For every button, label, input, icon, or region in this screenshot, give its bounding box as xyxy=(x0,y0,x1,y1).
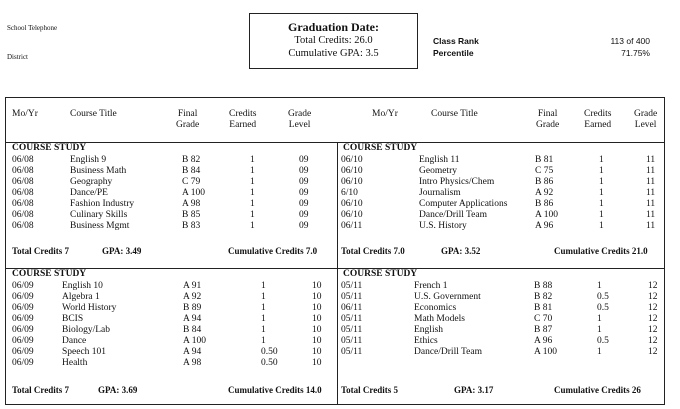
cell-course: Business Math xyxy=(70,166,127,176)
cell-grade: B 89 xyxy=(183,303,202,313)
cell-moyr: 06/09 xyxy=(12,303,34,313)
cell-credits: 1 xyxy=(597,314,602,324)
course-row xyxy=(337,166,666,177)
cell-credits: 1 xyxy=(599,177,604,187)
cell-course: Dance/Drill Team xyxy=(419,210,488,220)
cell-level: 12 xyxy=(648,336,658,346)
course-study-block-tl xyxy=(6,142,337,268)
cell-level: 11 xyxy=(646,221,656,231)
cell-course: Business Mgmt xyxy=(70,221,130,231)
cell-moyr: 06/09 xyxy=(12,281,34,291)
cell-moyr: 05/11 xyxy=(341,336,363,346)
cell-grade: B 81 xyxy=(535,155,554,165)
cell-level: 10 xyxy=(312,292,322,302)
summary-gpa: GPA: 3.69 xyxy=(98,385,138,395)
cell-credits: 1 xyxy=(261,336,266,346)
col-final-right: Final Grade xyxy=(536,109,560,130)
block-title: COURSE STUDY xyxy=(343,143,418,153)
percentile-label: Percentile xyxy=(433,48,474,58)
cell-moyr: 06/10 xyxy=(341,166,363,176)
graduation-title: Graduation Date: xyxy=(288,20,379,34)
class-rank-label: Class Rank xyxy=(433,36,479,46)
summary-cumulative: Cumulative Credits 7.0 xyxy=(228,246,318,256)
cell-course: Journalism xyxy=(419,188,461,198)
cell-grade: B 84 xyxy=(183,325,202,335)
cell-moyr: 06/10 xyxy=(341,210,363,220)
course-study-block-br xyxy=(337,268,666,404)
col-credits-right: Credits Earned xyxy=(584,109,612,130)
cell-grade: A 98 xyxy=(182,199,201,209)
cell-course: Dance/Drill Team xyxy=(414,347,483,357)
cell-course: Health xyxy=(62,358,88,368)
summary-gpa: GPA: 3.49 xyxy=(102,246,142,256)
block-title: COURSE STUDY xyxy=(343,269,418,279)
cell-level: 12 xyxy=(648,325,658,335)
cell-moyr: 06/10 xyxy=(341,199,363,209)
cell-level: 10 xyxy=(312,336,322,346)
cell-grade: A 100 xyxy=(182,188,205,198)
cell-grade: A 94 xyxy=(183,314,202,324)
cell-level: 09 xyxy=(299,188,309,198)
cell-grade: A 100 xyxy=(535,210,558,220)
cell-course: Biology/Lab xyxy=(62,325,111,335)
cell-moyr: 6/10 xyxy=(341,188,358,198)
cell-level: 10 xyxy=(312,347,322,357)
cell-level: 09 xyxy=(299,155,309,165)
cell-credits: 1 xyxy=(599,221,604,231)
cell-moyr: 06/08 xyxy=(12,221,34,231)
cell-level: 11 xyxy=(646,166,656,176)
summary-total: Total Credits 5 xyxy=(341,385,399,395)
cell-credits: 1 xyxy=(250,177,255,187)
cell-moyr: 06/11 xyxy=(341,303,363,313)
cell-moyr: 05/11 xyxy=(341,292,363,302)
cell-grade: A 96 xyxy=(535,221,554,231)
col-credits-left: Credits Earned xyxy=(229,109,257,130)
cell-moyr: 06/08 xyxy=(12,188,34,198)
course-row xyxy=(6,199,337,210)
col-course-left: Course Title xyxy=(70,109,117,119)
cell-level: 12 xyxy=(648,347,658,357)
total-credits: Total Credits: 26.0 xyxy=(294,35,373,46)
cell-credits: 1 xyxy=(250,199,255,209)
cell-course: Math Models xyxy=(414,314,465,324)
cell-level: 11 xyxy=(646,177,656,187)
course-row xyxy=(6,281,337,292)
course-row xyxy=(337,155,666,166)
column-header-row xyxy=(6,98,664,143)
cell-moyr: 06/09 xyxy=(12,292,34,302)
course-row xyxy=(6,155,337,166)
cell-moyr: 05/11 xyxy=(341,325,363,335)
cell-level: 10 xyxy=(312,314,322,324)
course-row xyxy=(337,221,666,232)
cell-moyr: 06/10 xyxy=(341,177,363,187)
percentile-value: 71.75% xyxy=(621,48,650,58)
cell-credits: 1 xyxy=(261,292,266,302)
cell-course: English 10 xyxy=(62,281,103,291)
block-title: COURSE STUDY xyxy=(12,269,87,279)
cell-moyr: 05/11 xyxy=(341,347,363,357)
cell-grade: B 82 xyxy=(182,155,201,165)
cell-credits: 1 xyxy=(599,188,604,198)
cell-grade: B 85 xyxy=(182,210,201,220)
cell-grade: B 83 xyxy=(182,221,201,231)
course-row xyxy=(337,292,666,303)
cell-level: 10 xyxy=(312,303,322,313)
cell-level: 09 xyxy=(299,177,309,187)
cell-course: Dance/PE xyxy=(70,188,108,198)
course-row xyxy=(337,199,666,210)
course-row xyxy=(337,347,666,358)
cell-course: English 11 xyxy=(419,155,460,165)
cell-credits: 1 xyxy=(261,314,266,324)
cell-moyr: 06/08 xyxy=(12,199,34,209)
cell-course: Ethics xyxy=(414,336,438,346)
cell-grade: A 92 xyxy=(183,292,202,302)
cell-level: 12 xyxy=(648,314,658,324)
col-final-left: Final Grade xyxy=(176,109,200,130)
cell-course: English xyxy=(414,325,444,335)
cell-course: Geography xyxy=(70,177,113,187)
cell-course: Algebra 1 xyxy=(62,292,100,302)
cell-credits: 1 xyxy=(261,325,266,335)
summary-total: Total Credits 7 xyxy=(12,246,70,256)
cell-level: 11 xyxy=(646,155,656,165)
cell-moyr: 06/09 xyxy=(12,325,34,335)
cell-course: Computer Applications xyxy=(419,199,508,209)
cell-course: English 9 xyxy=(70,155,107,165)
cell-course: Intro Physics/Chem xyxy=(419,177,495,187)
course-row xyxy=(337,210,666,221)
course-study-block-bl xyxy=(6,268,337,404)
cell-moyr: 06/08 xyxy=(12,210,34,220)
cell-course: Dance xyxy=(62,336,87,346)
district-label: District xyxy=(7,53,28,61)
cell-course: U.S. History xyxy=(419,221,467,231)
cell-course: BCIS xyxy=(62,314,84,324)
cell-credits: 1 xyxy=(261,303,266,313)
cell-credits: 1 xyxy=(599,210,604,220)
cell-grade: C 75 xyxy=(535,166,554,176)
col-moyr-left: Mo/Yr xyxy=(12,109,38,119)
col-level-right: Grade Level xyxy=(634,109,658,130)
course-row xyxy=(6,210,337,221)
cell-credits: 0.5 xyxy=(597,336,609,346)
cell-credits: 1 xyxy=(250,221,255,231)
summary-gpa: GPA: 3.17 xyxy=(454,385,494,395)
col-course-right: Course Title xyxy=(431,109,478,119)
cell-course: Speech 101 xyxy=(62,347,107,357)
course-row xyxy=(337,325,666,336)
cell-level: 09 xyxy=(299,166,309,176)
cell-level: 11 xyxy=(646,188,656,198)
school-telephone-label: School Telephone xyxy=(7,24,58,32)
cell-level: 10 xyxy=(312,281,322,291)
course-row xyxy=(337,177,666,188)
summary-cumulative: Cumulative Credits 26 xyxy=(554,385,641,395)
course-row xyxy=(6,177,337,188)
cell-moyr: 06/08 xyxy=(12,166,34,176)
cell-grade: B 84 xyxy=(182,166,201,176)
col-moyr-right: Mo/Yr xyxy=(372,109,398,119)
course-row xyxy=(337,303,666,314)
cell-course: Culinary Skills xyxy=(70,210,128,220)
course-row xyxy=(337,314,666,325)
cell-moyr: 06/09 xyxy=(12,358,34,368)
course-row xyxy=(6,303,337,314)
cell-credits: 0.5 xyxy=(597,292,609,302)
cell-moyr: 06/08 xyxy=(12,155,34,165)
cell-grade: A 94 xyxy=(183,347,202,357)
cell-moyr: 05/11 xyxy=(341,281,363,291)
class-rank-value: 113 of 400 xyxy=(610,36,650,46)
cell-level: 09 xyxy=(299,221,309,231)
cell-credits: 1 xyxy=(261,281,266,291)
transcript-table xyxy=(5,97,665,405)
cell-grade: A 91 xyxy=(183,281,202,291)
cumulative-gpa: Cumulative GPA: 3.5 xyxy=(288,48,379,59)
course-row xyxy=(6,314,337,325)
course-row xyxy=(337,281,666,292)
cell-level: 10 xyxy=(312,325,322,335)
cell-credits: 1 xyxy=(250,166,255,176)
summary-cumulative: Cumulative Credits 21.0 xyxy=(554,246,648,256)
summary-gpa: GPA: 3.52 xyxy=(441,246,481,256)
cell-level: 12 xyxy=(648,292,658,302)
cell-moyr: 06/09 xyxy=(12,314,34,324)
cell-grade: A 98 xyxy=(183,358,202,368)
course-row xyxy=(6,325,337,336)
cell-credits: 1 xyxy=(597,281,602,291)
summary-total: Total Credits 7.0 xyxy=(341,246,405,256)
course-row xyxy=(337,336,666,347)
cell-course: French 1 xyxy=(414,281,448,291)
cell-grade: B 82 xyxy=(534,292,553,302)
cell-moyr: 06/09 xyxy=(12,336,34,346)
course-row xyxy=(6,166,337,177)
cell-grade: B 81 xyxy=(534,303,553,313)
cell-grade: A 92 xyxy=(535,188,554,198)
cell-course: Geometry xyxy=(419,166,457,176)
cell-grade: A 100 xyxy=(183,336,206,346)
cell-grade: B 86 xyxy=(535,177,554,187)
cell-grade: A 100 xyxy=(534,347,557,357)
cell-grade: B 87 xyxy=(534,325,553,335)
block-title: COURSE STUDY xyxy=(12,143,87,153)
cell-grade: C 70 xyxy=(534,314,553,324)
course-row xyxy=(6,347,337,358)
cell-moyr: 06/08 xyxy=(12,177,34,187)
cell-moyr: 06/09 xyxy=(12,347,34,357)
cell-level: 12 xyxy=(648,281,658,291)
cell-credits: 0.5 xyxy=(597,303,609,313)
cell-credits: 1 xyxy=(250,188,255,198)
summary-cumulative: Cumulative Credits 14.0 xyxy=(228,385,322,395)
cell-level: 11 xyxy=(646,199,656,209)
cell-grade: A 96 xyxy=(534,336,553,346)
cell-course: Fashion Industry xyxy=(70,199,135,209)
cell-level: 09 xyxy=(299,210,309,220)
graduation-box xyxy=(249,13,418,69)
cell-level: 09 xyxy=(299,199,309,209)
cell-moyr: 05/11 xyxy=(341,314,363,324)
cell-credits: 0.50 xyxy=(261,358,278,368)
cell-credits: 1 xyxy=(597,325,602,335)
course-row xyxy=(337,188,666,199)
cell-grade: B 88 xyxy=(534,281,553,291)
cell-credits: 1 xyxy=(250,155,255,165)
cell-credits: 1 xyxy=(250,210,255,220)
course-study-block-tr xyxy=(337,142,666,268)
cell-level: 10 xyxy=(312,358,322,368)
course-row xyxy=(6,292,337,303)
cell-course: Economics xyxy=(414,303,457,313)
course-row xyxy=(6,188,337,199)
cell-grade: C 79 xyxy=(182,177,201,187)
cell-level: 12 xyxy=(648,303,658,313)
cell-level: 11 xyxy=(646,210,656,220)
course-row xyxy=(6,336,337,347)
course-row xyxy=(6,221,337,232)
cell-credits: 1 xyxy=(597,347,602,357)
cell-course: World History xyxy=(62,303,117,313)
cell-course: U.S. Government xyxy=(414,292,481,302)
course-row xyxy=(6,358,337,369)
cell-credits: 1 xyxy=(599,166,604,176)
cell-credits: 1 xyxy=(599,155,604,165)
cell-credits: 0.50 xyxy=(261,347,278,357)
cell-credits: 1 xyxy=(599,199,604,209)
summary-total: Total Credits 7 xyxy=(12,385,70,395)
cell-moyr: 06/11 xyxy=(341,221,363,231)
cell-moyr: 06/10 xyxy=(341,155,363,165)
cell-grade: B 86 xyxy=(535,199,554,209)
col-level-left: Grade Level xyxy=(288,109,312,130)
